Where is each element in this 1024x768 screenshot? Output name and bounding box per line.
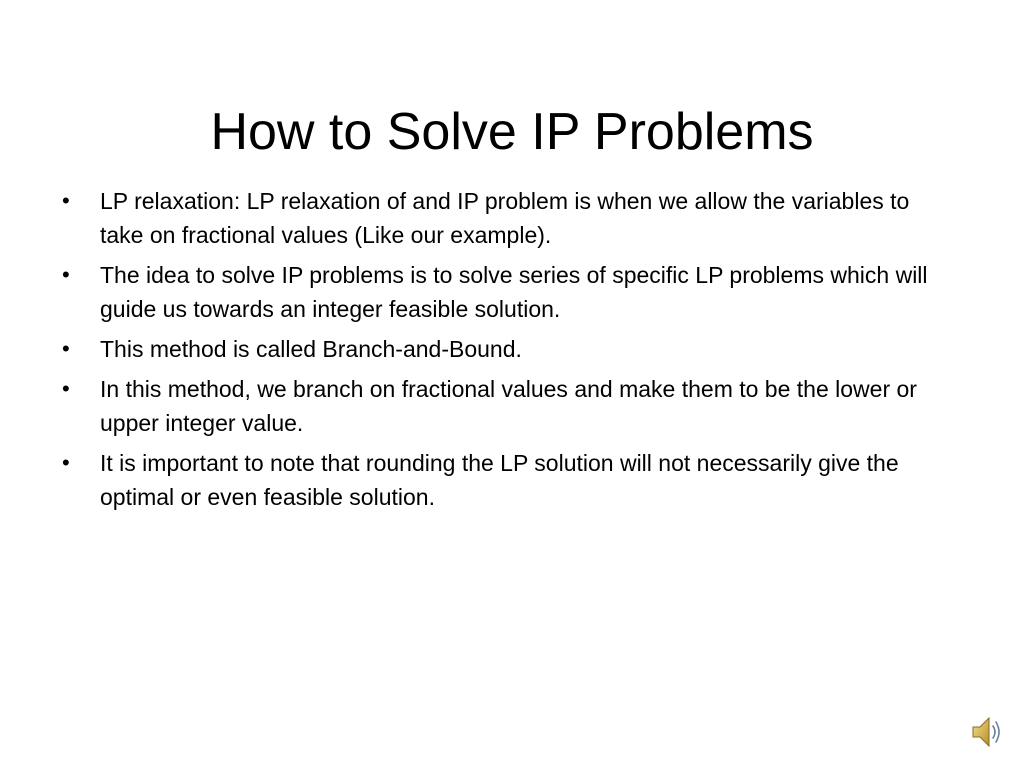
bullet-marker: •	[62, 376, 70, 401]
bullet-text: The idea to solve IP problems is to solve series of specific LP problems which will guide us towards an integer feasible solution.	[100, 262, 928, 322]
bullet-item	[62, 258, 952, 326]
slide-title: How to Solve IP Problems	[210, 102, 814, 161]
bullet-marker: •	[62, 336, 70, 361]
bullet-marker: •	[62, 262, 70, 287]
bullet-text: LP relaxation: LP relaxation of and IP problem is when we allow the variables to take on fractional values (Like our example).	[100, 188, 910, 248]
bullet-item	[62, 184, 952, 252]
bullet-text: It is important to note that rounding the LP solution will not necessarily give the optimal or even feasible solution.	[100, 450, 899, 510]
bullet-item	[62, 372, 952, 440]
speaker-icon-graphic	[970, 713, 1004, 751]
bullet-list	[62, 184, 952, 520]
bullet-marker: •	[62, 188, 70, 213]
bullet-text: This method is called Branch-and-Bound.	[100, 336, 522, 362]
bullet-item	[62, 332, 952, 366]
speaker-icon[interactable]	[970, 713, 1004, 751]
bullet-item	[62, 446, 952, 514]
bullet-marker: •	[62, 450, 70, 475]
bullet-text: In this method, we branch on fractional values and make them to be the lower or upper integer value.	[100, 376, 917, 436]
